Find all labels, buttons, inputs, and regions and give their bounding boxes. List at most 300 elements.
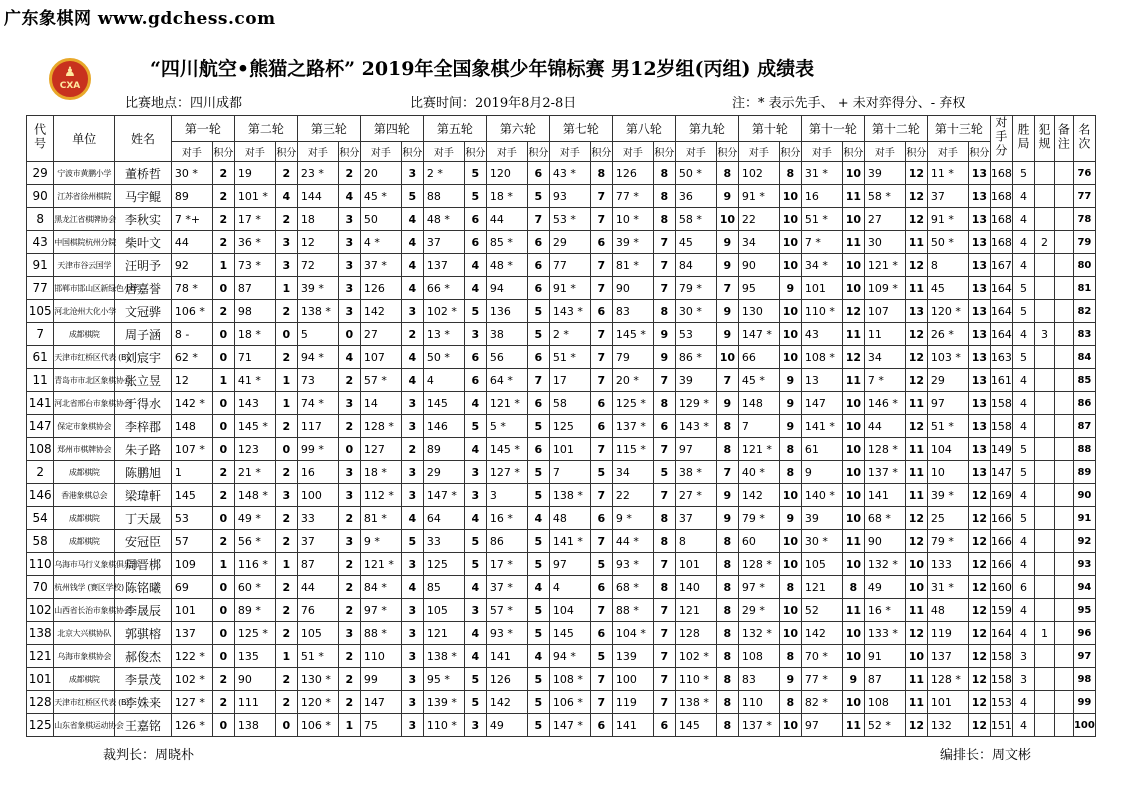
round-points: 3: [338, 461, 360, 484]
round-points: 10: [842, 645, 864, 668]
player-name: 丁天晟: [115, 507, 172, 530]
round-opponent: 77 *: [612, 185, 653, 208]
header-opp: 对手: [801, 141, 842, 161]
round-points: 8: [653, 300, 675, 323]
opponent-score: 166: [990, 553, 1012, 576]
round-opponent: 110: [738, 691, 779, 714]
round-opponent: 86: [486, 530, 527, 553]
table-row: [27, 461, 1096, 484]
round-points: 7: [653, 369, 675, 392]
opponent-score: 164: [990, 622, 1012, 645]
round-opponent: 48 *: [423, 208, 464, 231]
player-unit: 江苏省徐州棋院: [54, 185, 115, 208]
round-points: 2: [212, 668, 234, 691]
round-opponent: 30 *: [675, 300, 716, 323]
opponent-score: 164: [990, 277, 1012, 300]
fouls: [1034, 599, 1054, 622]
round-points: 10: [716, 346, 738, 369]
wins: 4: [1012, 691, 1034, 714]
round-points: 6: [590, 392, 612, 415]
player-code: 141: [27, 392, 54, 415]
round-points: 5: [527, 484, 549, 507]
player-name: 梁瑋軒: [115, 484, 172, 507]
round-opponent: 110 *: [423, 714, 464, 737]
round-opponent: 137 *: [738, 714, 779, 737]
round-points: 2: [212, 300, 234, 323]
round-points: 9: [716, 300, 738, 323]
fouls: [1034, 576, 1054, 599]
round-opponent: 29: [927, 369, 968, 392]
round-points: 3: [464, 323, 486, 346]
remark: [1054, 645, 1073, 668]
round-opponent: 81 *: [612, 254, 653, 277]
round-points: 7: [653, 254, 675, 277]
rank: 80: [1073, 254, 1095, 277]
round-points: 2: [212, 208, 234, 231]
round-opponent: 137: [423, 254, 464, 277]
round-points: 8: [716, 599, 738, 622]
round-points: 1: [275, 392, 297, 415]
round-points: 10: [779, 530, 801, 553]
round-opponent: 145 *: [234, 415, 275, 438]
round-opponent: 8 -: [171, 323, 212, 346]
fouls: [1034, 438, 1054, 461]
round-points: 0: [212, 277, 234, 300]
round-opponent: 128 *: [738, 553, 779, 576]
header-fouls: [1034, 116, 1054, 162]
round-opponent: 18 *: [486, 185, 527, 208]
table-row: [27, 369, 1096, 392]
remark: [1054, 231, 1073, 254]
round-opponent: 52: [801, 599, 842, 622]
player-name: 朱子路: [115, 438, 172, 461]
round-opponent: 99 *: [297, 438, 338, 461]
date: 比赛时间：2019年8月2-8日: [410, 96, 577, 111]
round-opponent: 53: [171, 507, 212, 530]
round-points: 5: [527, 714, 549, 737]
opponent-score: 147: [990, 461, 1012, 484]
round-points: 5: [401, 530, 423, 553]
wins: 5: [1012, 438, 1034, 461]
round-opponent: 64 *: [486, 369, 527, 392]
round-points: 12: [968, 507, 990, 530]
round-opponent: 126 *: [171, 714, 212, 737]
round-points: 2: [338, 576, 360, 599]
round-points: 6: [590, 576, 612, 599]
round-points: 5: [590, 645, 612, 668]
round-points: 2: [275, 599, 297, 622]
round-opponent: 125 *: [612, 392, 653, 415]
round-points: 10: [905, 576, 927, 599]
round-points: 2: [338, 415, 360, 438]
player-name: 张立昱: [115, 369, 172, 392]
round-points: 12: [905, 530, 927, 553]
round-opponent: 132 *: [864, 553, 905, 576]
round-points: 0: [212, 415, 234, 438]
round-opponent: 38: [486, 323, 527, 346]
round-points: 5: [527, 691, 549, 714]
header-round-13: 第十三轮: [927, 116, 990, 142]
round-opponent: 91 *: [927, 208, 968, 231]
round-points: 11: [842, 369, 864, 392]
player-unit: 成都棋院: [54, 323, 115, 346]
wins: 4: [1012, 484, 1034, 507]
player-unit: 郑州市棋牌协会: [54, 438, 115, 461]
round-opponent: 30 *: [171, 162, 212, 185]
round-opponent: 18: [297, 208, 338, 231]
round-opponent: 112 *: [360, 484, 401, 507]
site-watermark: 广东象棋网 www.gdchess.com: [4, 9, 276, 29]
page-title: “四川航空•熊猫之路杯” 2019年全国象棋少年锦标赛 男12岁组(丙组) 成绩表: [150, 58, 815, 80]
round-opponent: 130 *: [297, 668, 338, 691]
round-opponent: 105: [297, 622, 338, 645]
round-opponent: 60 *: [234, 576, 275, 599]
round-opponent: 7: [738, 415, 779, 438]
round-points: 12: [968, 576, 990, 599]
round-opponent: 141: [612, 714, 653, 737]
header-round-8: 第八轮: [612, 116, 675, 142]
round-opponent: 17 *: [486, 553, 527, 576]
round-points: 3: [401, 461, 423, 484]
round-points: 9: [779, 392, 801, 415]
header-pts: 积分: [779, 141, 801, 161]
round-points: 5: [527, 415, 549, 438]
player-name: 柴叶文: [115, 231, 172, 254]
round-points: 6: [527, 346, 549, 369]
round-points: 2: [275, 346, 297, 369]
fouls: 3: [1034, 323, 1054, 346]
round-points: 12: [968, 622, 990, 645]
round-points: 3: [401, 300, 423, 323]
round-opponent: 56 *: [234, 530, 275, 553]
remark: [1054, 369, 1073, 392]
round-opponent: 77 *: [801, 668, 842, 691]
round-points: 3: [401, 599, 423, 622]
round-opponent: 119: [927, 622, 968, 645]
player-unit: 河北省邢台市象棋协会: [54, 392, 115, 415]
header-pts: 积分: [275, 141, 297, 161]
round-opponent: 143: [234, 392, 275, 415]
round-points: 6: [527, 392, 549, 415]
player-code: 102: [27, 599, 54, 622]
round-points: 4: [464, 622, 486, 645]
round-points: 9: [716, 185, 738, 208]
round-opponent: 10 *: [612, 208, 653, 231]
table-row: [27, 415, 1096, 438]
round-points: 0: [212, 392, 234, 415]
fouls: [1034, 553, 1054, 576]
round-opponent: 139 *: [423, 691, 464, 714]
round-opponent: 22: [738, 208, 779, 231]
player-unit: 乌海市象棋协会: [54, 645, 115, 668]
round-points: 10: [842, 507, 864, 530]
opponent-score: 166: [990, 507, 1012, 530]
round-points: 5: [464, 530, 486, 553]
round-points: 11: [842, 323, 864, 346]
round-points: 8: [653, 185, 675, 208]
round-points: 9: [716, 392, 738, 415]
chief-referee: 裁判长：周晓朴: [103, 748, 195, 763]
round-points: 2: [401, 323, 423, 346]
player-code: 54: [27, 507, 54, 530]
opponent-score: 163: [990, 346, 1012, 369]
round-points: 1: [275, 277, 297, 300]
round-points: 7: [590, 369, 612, 392]
round-points: 10: [905, 553, 927, 576]
fouls: [1034, 461, 1054, 484]
round-opponent: 147 *: [549, 714, 590, 737]
round-opponent: 90: [864, 530, 905, 553]
rank: 97: [1073, 645, 1095, 668]
header-opp: 对手: [360, 141, 401, 161]
opponent-score: 149: [990, 438, 1012, 461]
player-name: 李景茂: [115, 668, 172, 691]
round-opponent: 146 *: [864, 392, 905, 415]
round-points: 3: [338, 530, 360, 553]
round-opponent: 128 *: [360, 415, 401, 438]
round-opponent: 12: [297, 231, 338, 254]
round-points: 8: [779, 162, 801, 185]
round-opponent: 61: [801, 438, 842, 461]
player-code: 70: [27, 576, 54, 599]
player-name: 李晟辰: [115, 599, 172, 622]
round-opponent: 18 *: [234, 323, 275, 346]
round-points: 2: [275, 530, 297, 553]
round-opponent: 148 *: [234, 484, 275, 507]
round-opponent: 120 *: [927, 300, 968, 323]
round-opponent: 142 *: [171, 392, 212, 415]
round-opponent: 143 *: [549, 300, 590, 323]
round-points: 9: [716, 231, 738, 254]
table-row: [27, 277, 1096, 300]
round-opponent: 18 *: [360, 461, 401, 484]
player-code: 91: [27, 254, 54, 277]
round-points: 13: [968, 162, 990, 185]
round-opponent: 27: [864, 208, 905, 231]
wins: 5: [1012, 300, 1034, 323]
opponent-score: 151: [990, 714, 1012, 737]
round-points: 2: [212, 484, 234, 507]
table-row: [27, 185, 1096, 208]
header-row-sub: [27, 141, 1096, 161]
player-unit: 黑龙江省棋牌协会: [54, 208, 115, 231]
round-opponent: 60: [738, 530, 779, 553]
remark: [1054, 461, 1073, 484]
round-opponent: 138: [234, 714, 275, 737]
round-points: 12: [905, 714, 927, 737]
wins: 4: [1012, 415, 1034, 438]
round-points: 6: [590, 300, 612, 323]
round-points: 10: [779, 484, 801, 507]
remark: [1054, 415, 1073, 438]
round-points: 0: [212, 438, 234, 461]
player-unit: 宁波市黄鹏小学: [54, 162, 115, 185]
round-opponent: 142: [360, 300, 401, 323]
round-opponent: 102 *: [423, 300, 464, 323]
round-opponent: 102: [738, 162, 779, 185]
rank: 99: [1073, 691, 1095, 714]
round-points: 10: [842, 208, 864, 231]
remark: [1054, 691, 1073, 714]
header-round-6: 第六轮: [486, 116, 549, 142]
round-points: 3: [338, 208, 360, 231]
player-unit: 杭州钱学 (赛区学校): [54, 576, 115, 599]
wins: 3: [1012, 645, 1034, 668]
round-points: 4: [464, 392, 486, 415]
round-opponent: 86 *: [675, 346, 716, 369]
round-opponent: 104 *: [612, 622, 653, 645]
round-points: 7: [590, 530, 612, 553]
round-points: 4: [401, 208, 423, 231]
player-unit: 天津市红桥区代表 (B): [54, 346, 115, 369]
logo-text: CXA: [59, 81, 81, 91]
round-points: 10: [842, 162, 864, 185]
round-opponent: 43: [801, 323, 842, 346]
rank: 78: [1073, 208, 1095, 231]
round-opponent: 101: [675, 553, 716, 576]
round-opponent: 84 *: [360, 576, 401, 599]
rank: 92: [1073, 530, 1095, 553]
wins: 4: [1012, 553, 1034, 576]
round-opponent: 37 *: [486, 576, 527, 599]
round-points: 8: [716, 162, 738, 185]
round-opponent: 128 *: [864, 438, 905, 461]
cxa-logo: ♟ CXA: [49, 58, 91, 100]
round-points: 9: [779, 369, 801, 392]
round-points: 12: [968, 645, 990, 668]
opponent-score: 158: [990, 392, 1012, 415]
fouls: [1034, 530, 1054, 553]
round-opponent: 16: [801, 185, 842, 208]
round-points: 12: [842, 346, 864, 369]
round-opponent: 92: [171, 254, 212, 277]
opponent-score: 158: [990, 668, 1012, 691]
header-remark: [1054, 116, 1073, 162]
round-points: 6: [527, 438, 549, 461]
round-points: 13: [968, 300, 990, 323]
header-oppscore: [990, 116, 1012, 162]
player-code: 2: [27, 461, 54, 484]
round-opponent: 39: [801, 507, 842, 530]
round-opponent: 107 *: [171, 438, 212, 461]
round-opponent: 126: [486, 668, 527, 691]
round-opponent: 79 *: [738, 507, 779, 530]
round-points: 10: [779, 553, 801, 576]
table-row: [27, 484, 1096, 507]
fouls: 2: [1034, 231, 1054, 254]
round-points: 13: [968, 392, 990, 415]
round-points: 7: [590, 254, 612, 277]
player-code: 101: [27, 668, 54, 691]
round-points: 0: [212, 714, 234, 737]
player-name: 董桥哲: [115, 162, 172, 185]
round-opponent: 125: [549, 415, 590, 438]
table-row: [27, 254, 1096, 277]
round-points: 6: [590, 415, 612, 438]
round-points: 2: [275, 668, 297, 691]
round-points: 10: [905, 645, 927, 668]
header-pts: 积分: [212, 141, 234, 161]
round-points: 0: [275, 323, 297, 346]
round-points: 2: [338, 507, 360, 530]
round-opponent: 51 *: [927, 415, 968, 438]
remark: [1054, 392, 1073, 415]
round-points: 5: [464, 185, 486, 208]
round-opponent: 19: [234, 162, 275, 185]
round-points: 12: [905, 507, 927, 530]
round-opponent: 145: [171, 484, 212, 507]
round-opponent: 66: [738, 346, 779, 369]
rank: 84: [1073, 346, 1095, 369]
header-unit: 单位: [54, 116, 115, 162]
round-opponent: 128: [675, 622, 716, 645]
round-opponent: 7 *+: [171, 208, 212, 231]
round-points: 6: [653, 714, 675, 737]
round-opponent: 108 *: [801, 346, 842, 369]
round-points: 11: [842, 185, 864, 208]
round-opponent: 121 *: [486, 392, 527, 415]
rank: 98: [1073, 668, 1095, 691]
round-points: 3: [401, 622, 423, 645]
round-opponent: 53 *: [549, 208, 590, 231]
round-opponent: 8: [927, 254, 968, 277]
round-points: 13: [905, 300, 927, 323]
round-opponent: 117: [297, 415, 338, 438]
round-opponent: 90: [612, 277, 653, 300]
round-opponent: 102 *: [171, 668, 212, 691]
round-opponent: 147 *: [423, 484, 464, 507]
round-points: 5: [527, 553, 549, 576]
round-points: 2: [275, 507, 297, 530]
round-opponent: 127 *: [486, 461, 527, 484]
round-opponent: 139: [612, 645, 653, 668]
round-points: 8: [779, 461, 801, 484]
round-opponent: 140 *: [801, 484, 842, 507]
round-points: 3: [338, 231, 360, 254]
round-opponent: 49: [486, 714, 527, 737]
round-opponent: 97: [549, 553, 590, 576]
round-points: 12: [968, 553, 990, 576]
round-opponent: 74 *: [297, 392, 338, 415]
round-opponent: 142: [801, 622, 842, 645]
round-points: 12: [905, 185, 927, 208]
header-round-11: 第十一轮: [801, 116, 864, 142]
wins: 4: [1012, 231, 1034, 254]
round-opponent: 127 *: [171, 691, 212, 714]
round-opponent: 49 *: [234, 507, 275, 530]
round-points: 7: [590, 277, 612, 300]
round-opponent: 7 *: [801, 231, 842, 254]
round-points: 4: [464, 576, 486, 599]
round-points: 10: [779, 346, 801, 369]
player-name: 安冠臣: [115, 530, 172, 553]
player-code: 11: [27, 369, 54, 392]
rank: 76: [1073, 162, 1095, 185]
round-opponent: 20 *: [612, 369, 653, 392]
round-points: 6: [464, 208, 486, 231]
round-points: 9: [653, 346, 675, 369]
round-points: 11: [905, 438, 927, 461]
round-points: 5: [653, 461, 675, 484]
round-opponent: 45 *: [360, 185, 401, 208]
round-points: 7: [590, 484, 612, 507]
header-pts: 积分: [905, 141, 927, 161]
round-points: 8: [590, 162, 612, 185]
round-opponent: 94 *: [297, 346, 338, 369]
round-opponent: 7 *: [864, 369, 905, 392]
player-unit: 青岛市市北区象棋协会: [54, 369, 115, 392]
round-opponent: 101: [801, 277, 842, 300]
